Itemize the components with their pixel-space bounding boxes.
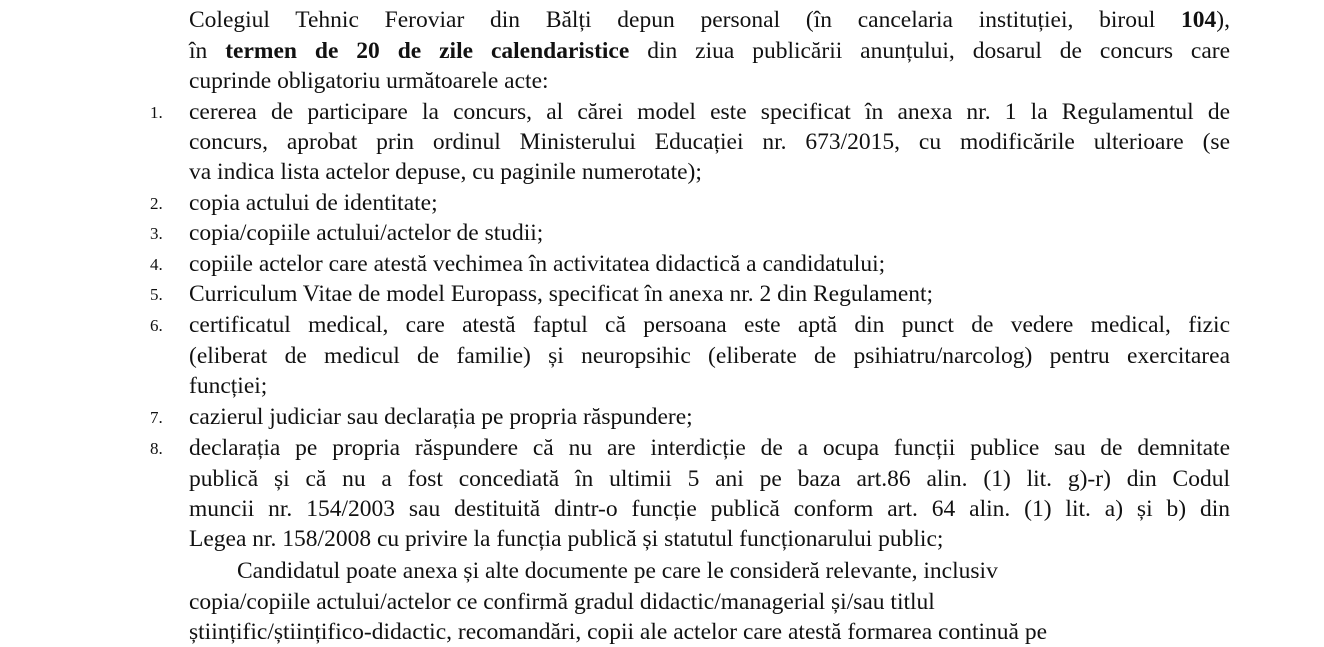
intro-line-1: [189, 5, 1230, 35]
intro-line-2-start: în: [189, 38, 226, 64]
closing-line-1: Candidatul poate anexa și alte documente pe care le consideră relevante, inclusiv: [237, 558, 998, 584]
item-8-line-3: muncii nr. 154/2003 sau destituită dintr-o funcție publică conform art. 64 alin. (1) lit. a) și b) din: [189, 496, 1230, 522]
item-number-6: 6.: [150, 316, 163, 335]
office-number: 104: [1181, 7, 1217, 33]
intro-line-2-end: din ziua publicării anunțului, dosarul de concurs care: [629, 38, 1231, 64]
item-number-4: 4.: [150, 255, 163, 274]
item-8-line-2: publică și că nu a fost concediată în ultimii 5 ani pe baza art.86 alin. (1) lit. g)-r) din Codul: [189, 466, 1230, 492]
intro-line-1-end: ),: [1216, 7, 1230, 33]
item-number-3: 3.: [150, 224, 163, 243]
item-1-line-2: concurs, aprobat prin ordinul Ministerului Educației nr. 673/2015, cu modificările ulterioare (se: [189, 129, 1230, 155]
item-number-8: 8.: [150, 439, 163, 458]
closing-line-3: științific/științifico-didactic, recomandări, copii ale actelor care atestă formarea continuă pe: [189, 619, 1048, 645]
item-8-line-4: Legea nr. 158/2008 cu privire la funcția publică și statutul funcționarului public;: [189, 526, 944, 552]
item-1-line-3: va indica lista actelor depuse, cu paginile numerotate);: [189, 159, 702, 185]
closing-line-2: copia/copiile actului/actelor ce confirmă gradul didactic/managerial și/sau titlul: [189, 589, 935, 615]
item-number-5: 5.: [150, 285, 163, 304]
item-6-line-1: certificatul medical, care atestă faptul că persoana este aptă din punct de vedere medical, fizic: [189, 312, 1230, 338]
item-1-line-1: cererea de participare la concurs, al cărei model este specificat în anexa nr. 1 la Regulamentul de: [189, 99, 1230, 125]
item-6-line-2: (eliberat de medicul de familie) și neuropsihic (eliberate de psihiatru/narcolog) pentru exercitarea: [189, 343, 1230, 369]
item-5-line-1: Curriculum Vitae de model Europass, specificat în anexa nr. 2 din Regulament;: [189, 281, 934, 307]
item-2-line-1: copia actului de identitate;: [189, 190, 438, 216]
deadline-emphasis: termen de 20 de zile calendaristice: [225, 38, 630, 64]
item-8-line-1: declarația pe propria răspundere că nu are interdicție de a ocupa funcții publice sau de demnitate: [189, 435, 1230, 461]
item-number-7: 7.: [150, 408, 163, 427]
item-6-line-3: funcției;: [189, 373, 268, 399]
item-number-1: 1.: [150, 103, 163, 122]
item-number-2: 2.: [150, 194, 163, 213]
item-7-line-1: cazierul judiciar sau declarația pe propria răspundere;: [189, 404, 693, 430]
intro-line-1-text: Colegiul Tehnic Feroviar din Bălți depun personal (în cancelaria instituției, biroul: [189, 7, 1182, 33]
item-4-line-1: copiile actelor care atestă vechimea în activitatea didactică a candidatului;: [189, 251, 886, 277]
intro-line-3: cuprinde obligatoriu următoarele acte:: [189, 68, 549, 94]
intro-line-2: [189, 36, 1230, 66]
item-3-line-1: copia/copiile actului/actelor de studii;: [189, 220, 544, 246]
